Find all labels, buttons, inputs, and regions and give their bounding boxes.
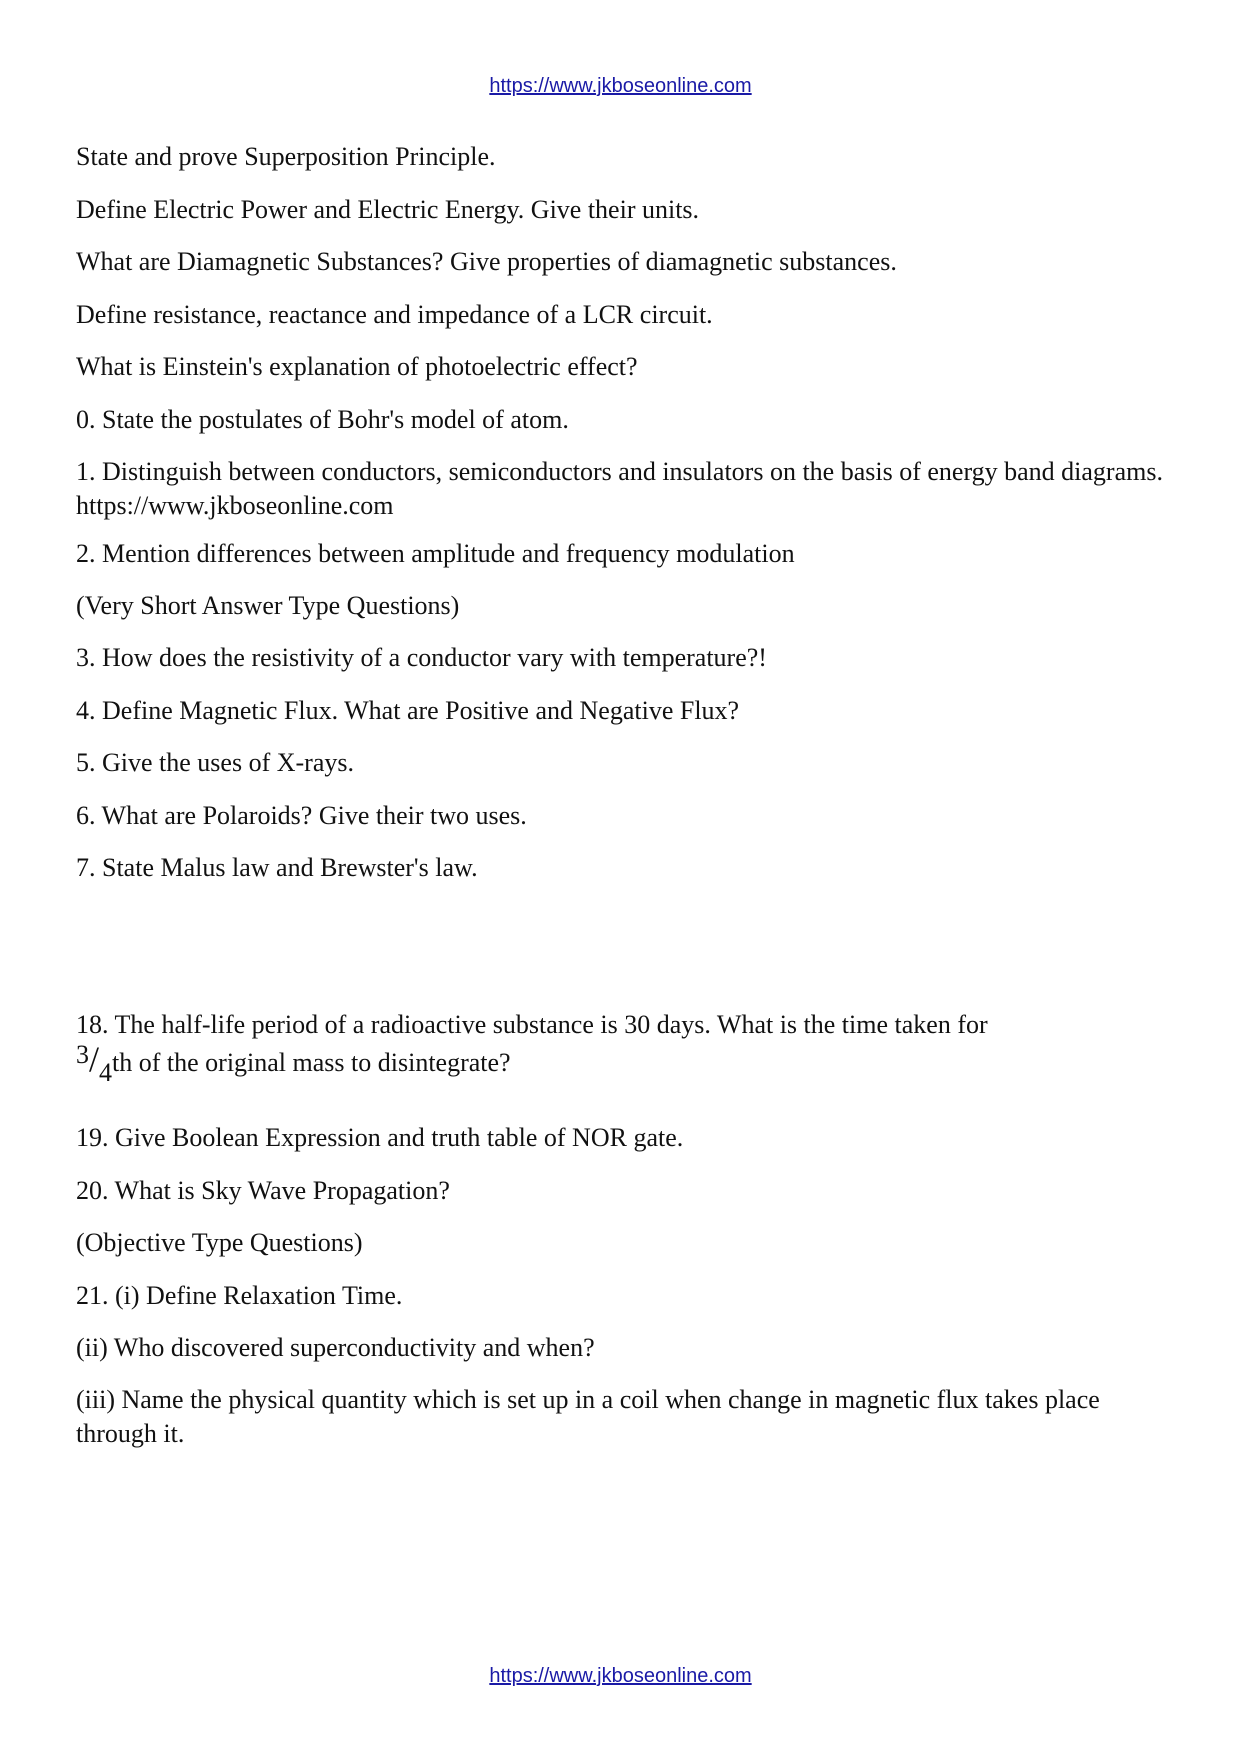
question-band-diagrams: 1. Distinguish between conductors, semiconductors and insulators on the basis of energy band diagrams. https://www.jkboseonline.com: [76, 457, 1163, 520]
question-polaroids: 6. What are Polaroids? Give their two uses.: [76, 801, 527, 830]
question-magnetic-flux: 4. Define Magnetic Flux. What are Positive and Negative Flux?: [76, 696, 740, 725]
question-sky-wave: 20. What is Sky Wave Propagation?: [76, 1176, 450, 1205]
question-malus: 7. State Malus law and Brewster's law.: [76, 853, 478, 882]
half-life-line2: th of the original mass to disintegrate?: [112, 1048, 511, 1077]
question-relaxation-time: 21. (i) Define Relaxation Time.: [76, 1281, 403, 1310]
question-nor-gate: 19. Give Boolean Expression and truth table of NOR gate.: [76, 1123, 684, 1152]
question-x-rays: 5. Give the uses of X-rays.: [76, 748, 354, 777]
question-diamagnetic: What are Diamagnetic Substances? Give properties of diamagnetic substances.: [76, 247, 897, 276]
footer-link[interactable]: https://www.jkboseonline.com: [489, 1665, 752, 1687]
question-half-life: [76, 1008, 1176, 1087]
question-superposition: State and prove Superposition Principle.: [76, 142, 496, 171]
fraction-numerator: 3: [76, 1040, 89, 1069]
section-objective: (Objective Type Questions): [76, 1228, 363, 1257]
question-modulation: 2. Mention differences between amplitude and frequency modulation: [76, 539, 795, 568]
half-life-line1: 18. The half-life period of a radioactive substance is 30 days. What is the time taken for: [76, 1010, 988, 1039]
question-lcr: Define resistance, reactance and impedance of a LCR circuit.: [76, 300, 713, 329]
fraction-three-quarters: [76, 1039, 113, 1087]
section-very-short: (Very Short Answer Type Questions): [76, 591, 460, 620]
fraction-slash: /: [89, 1039, 100, 1079]
fraction-denominator: 4: [99, 1058, 113, 1087]
question-electric-power: Define Electric Power and Electric Energy. Give their units.: [76, 195, 700, 224]
question-bohr: 0. State the postulates of Bohr's model of atom.: [76, 405, 569, 434]
question-resistivity: 3. How does the resistivity of a conductor vary with temperature?!: [76, 643, 767, 672]
question-induced-quantity: (iii) Name the physical quantity which is set up in a coil when change in magnetic flux takes place through it.: [76, 1385, 1100, 1448]
header-link[interactable]: https://www.jkboseonline.com: [489, 75, 752, 97]
question-superconductivity: (ii) Who discovered superconductivity and when?: [76, 1333, 595, 1362]
question-photoelectric: What is Einstein's explanation of photoelectric effect?: [76, 352, 638, 381]
